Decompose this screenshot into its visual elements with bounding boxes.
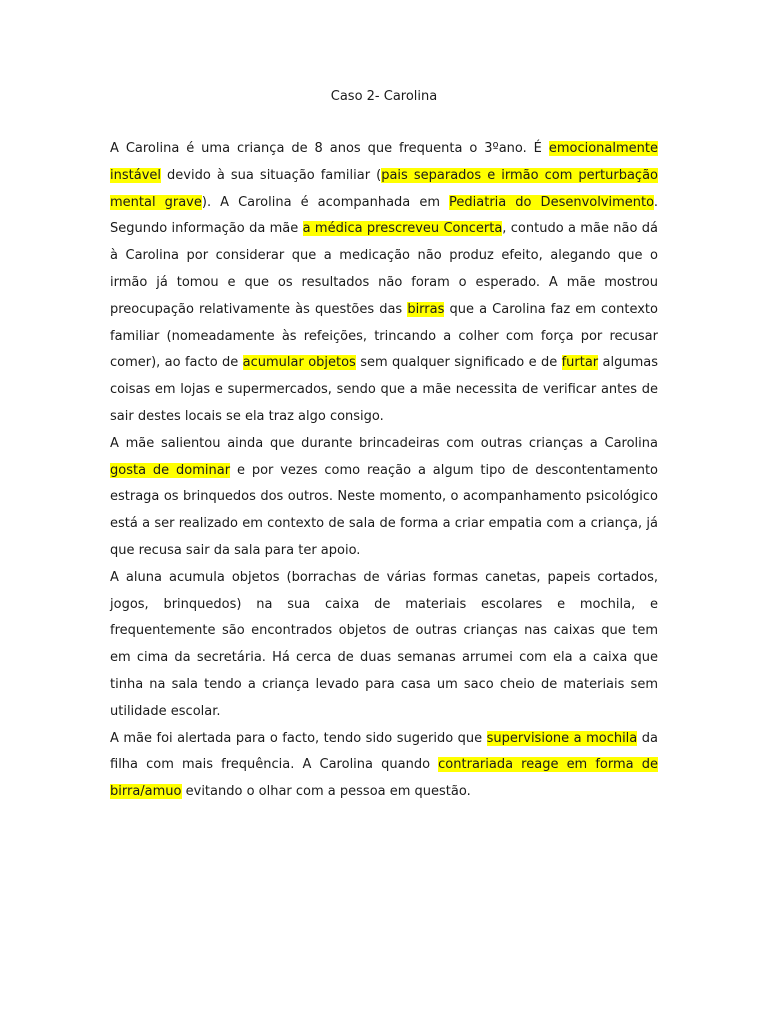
text-segment: . Segundo informação da mãe — [110, 194, 659, 237]
text-segment: que a Carolina faz em contexto familiar (nomeadamente às refeições, trincando a colher com força por recusar comer), ao facto de — [110, 301, 658, 371]
text-segment: evitando o olhar com a pessoa em questão. — [181, 784, 471, 800]
text-segment: A Carolina é uma criança de 8 anos que frequenta o 3ºano. É — [110, 141, 549, 156]
document-title: Caso 2- Carolina — [330, 89, 438, 104]
text-segment: A mãe salientou ainda que durante brincadeiras com outras crianças a Carolina — [110, 435, 658, 451]
text-segment: devido à sua situação familiar ( — [161, 167, 382, 183]
highlighted-text: supervisione a mochila — [486, 730, 638, 746]
highlighted-text: Pediatria do Desenvolvimento — [449, 194, 654, 210]
text-segment: sem qualquer significado e de — [355, 355, 562, 371]
text-segment: , contudo a mãe não dá à Carolina por considerar que a medicação não produz efeito, alegando que o irmão já tomou e que os resultados não foram o esperado. A mãe mostrou preocupação relativamente às questões das — [110, 221, 658, 317]
text-segment: da filha com mais frequência. A Carolina quando — [110, 730, 658, 773]
paragraph — [110, 726, 658, 806]
paragraph — [110, 565, 658, 726]
highlighted-text: acumular objetos — [242, 355, 356, 371]
document-body — [110, 136, 658, 806]
paragraph — [110, 431, 658, 565]
highlighted-text: furtar — [561, 355, 599, 371]
highlighted-text: emocionalmente instável — [110, 141, 658, 183]
highlighted-text: a médica prescreveu Concerta — [302, 221, 503, 237]
text-segment: A aluna acumula objetos (borrachas de várias formas canetas, papeis cortados, jogos, brinquedos) na sua caixa de materiais escolares e mochila, e frequentemente são encontrados objetos de outras crianças nas caixas que tem em cima da secretária. Há cerca de duas semanas arrumei com ela a caixa que tinha na sala tendo a criança levado para casa um saco cheio de materiais sem utilidade escolar. — [110, 569, 658, 719]
highlighted-text: pais separados e irmão com perturbação mental grave — [110, 167, 658, 210]
highlighted-text: gosta de dominar — [110, 462, 231, 478]
highlighted-text: birras — [407, 301, 445, 317]
text-segment: ). A Carolina é acompanhada em — [201, 194, 450, 210]
text-segment: A mãe foi alertada para o facto, tendo sido sugerido que — [110, 730, 487, 746]
paragraph — [110, 136, 658, 431]
text-segment: e por vezes como reação a algum tipo de descontentamento estraga os brinquedos dos outros. Neste momento, o acompanhamento psicológico está a ser realizado em contexto de sala de forma a criar empatia com a criança, já que recusa sair da sala para ter apoio. — [110, 462, 659, 558]
highlighted-text: contrariada reage em forma de birra/amuo — [110, 757, 658, 800]
text-segment: algumas coisas em lojas e supermercados, sendo que a mãe necessita de verificar antes de sair destes locais se ela traz algo consigo. — [110, 355, 658, 424]
